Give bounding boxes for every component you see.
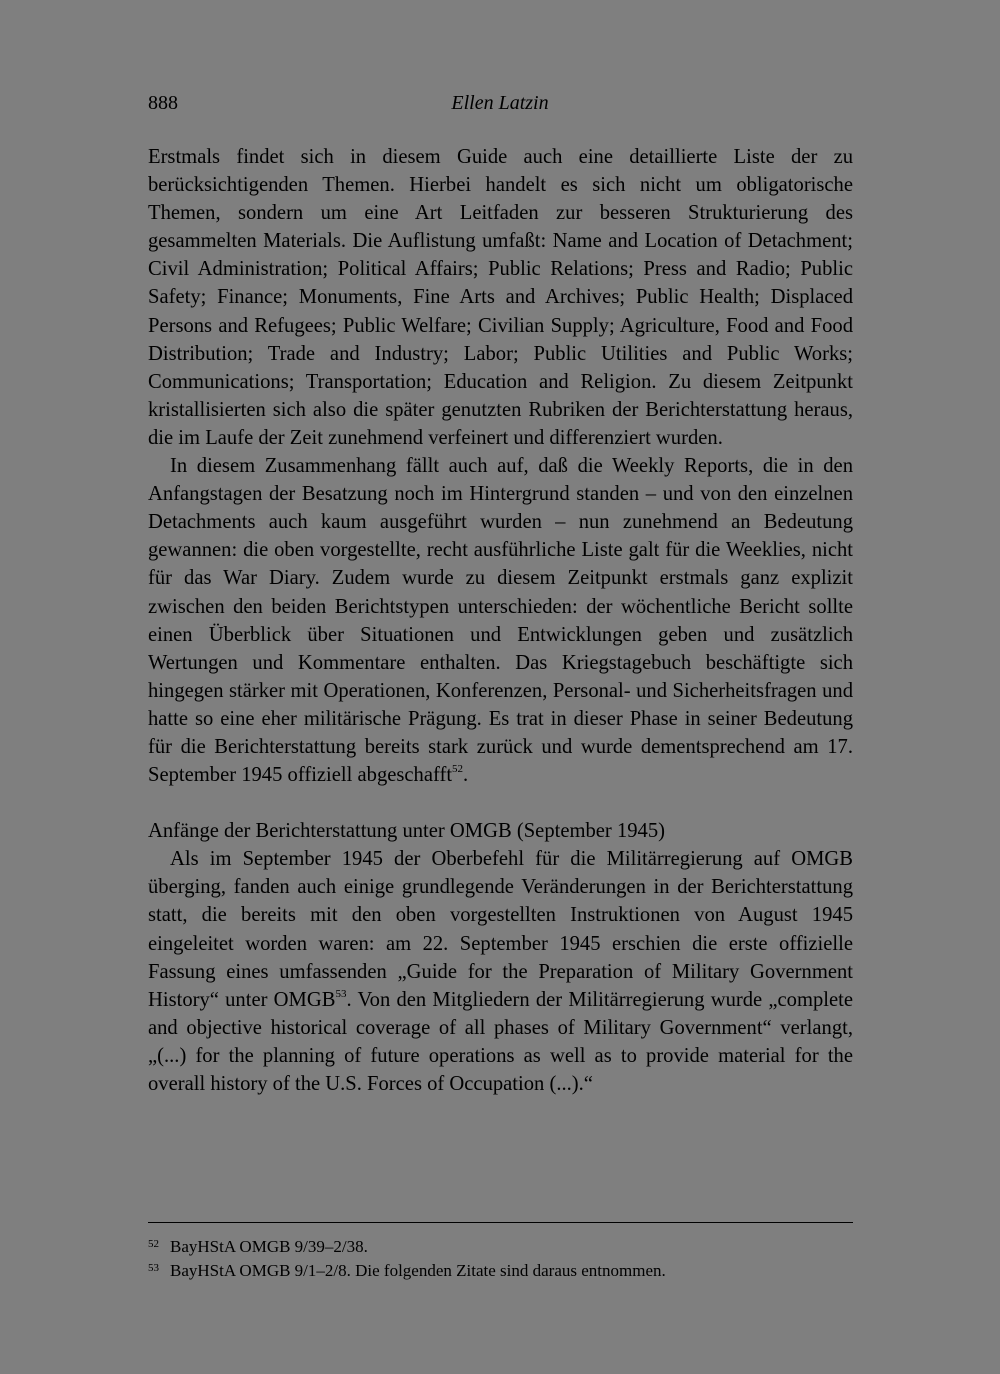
paragraph [148,452,853,789]
footnote [148,1235,853,1259]
running-head: Ellen Latzin [451,92,549,114]
main-text [148,143,853,1098]
footnote-text: BayHStA OMGB 9/1–2/8. Die folgenden Zitate sind daraus entnommen. [170,1261,666,1280]
paragraph-text: Als im September 1945 der Oberbefehl für die Militärregierung auf OMGB überging, fanden auch einige grundlegende Veränderungen in der Berichterstattung statt, die bereits mit den oben vorgestellten Instruktionen von August 1945 eingeleitet worden waren: am 22. September 1945 erschien die erste offizielle Fassung eines umfassenden „Guide for the Preparation of Military Government History“ unter OMGB [148,848,853,1011]
paragraph-text-end: . Von den Mitgliedern der Militärregierung wurde „complete and objective historical coverage of all phases of Military Government“ verlangt, „(...) for the planning of future operations as well as to provide material for the overall history of the U.S. Forces of Occupation (...).“ [148,988,853,1095]
paragraph [148,845,853,1098]
paragraph-text: In diesem Zusammenhang fällt auch auf, daß die Weekly Reports, die in den Anfangstagen der Besatzung noch im Hintergrund standen – und von den einzelnen Detachments auch kaum ausgeführt wurden – nun zunehmend an Bedeutung gewannen: die oben vorgestellte, recht ausführliche Liste galt für die Weeklies, nicht für das War Diary. Zudem wurde zu diesem Zeitpunkt erstmals ganz explizit zwischen den beiden Berichtstypen unterschieden: der wöchentliche Bericht sollte einen Überblick über Situationen und Entwicklungen geben und zusätzlich Wertungen und Kommentare enthalten. Das Kriegstagebuch beschäftigte sich hingegen stärker mit Operationen, Konferenzen, Personal- und Sicherheitsfragen und hatte so eine eher militärische Prägung. Es trat in dieser Phase in seiner Bedeutung für die Berichterstattung bereits stark zurück und wurde dementsprechend am 17. September 1945 offiziell abgeschafft [148,455,853,787]
footnote-rule [148,1222,853,1223]
footnote-ref: 52 [452,763,464,776]
footnote [148,1259,853,1283]
paragraph: Erstmals findet sich in diesem Guide auch eine detaillierte Liste der zu berücksichtigenden Themen. Hierbei handelt es sich nicht um obligatorische Themen, sondern um eine Art Leitfaden zur besseren Strukturierung des gesammelten Materials. Die Auflistung umfaßt: Name and Location of Detachment; Civil Administration; Political Affairs; Public Relations; Press and Radio; Public Safety; Finance; Monuments, Fine Arts and Archives; Public Health; Displaced Persons and Refugees; Public Welfare; Civilian Supply; Agriculture, Food and Food Distribution; Trade and Industry; Labor; Public Utilities and Public Works; Communications; Transportation; Education and Religion. Zu diesem Zeitpunkt kristallisierten sich also die später genutzten Rubriken der Berichterstattung heraus, die im Laufe der Zeit zunehmend verfeinert und differenziert wurden. [148,146,853,449]
footnote-ref: 53 [335,987,347,1000]
page-number: 888 [148,92,178,114]
section-heading: Anfänge der Berichterstattung unter OMGB (September 1945) [148,820,665,843]
footnote-number: 52 [148,1238,159,1250]
footnotes [148,1235,853,1283]
footnote-number: 53 [148,1262,159,1274]
paragraph-text-end: . [463,764,469,787]
footnote-text: BayHStA OMGB 9/39–2/38. [170,1237,368,1256]
